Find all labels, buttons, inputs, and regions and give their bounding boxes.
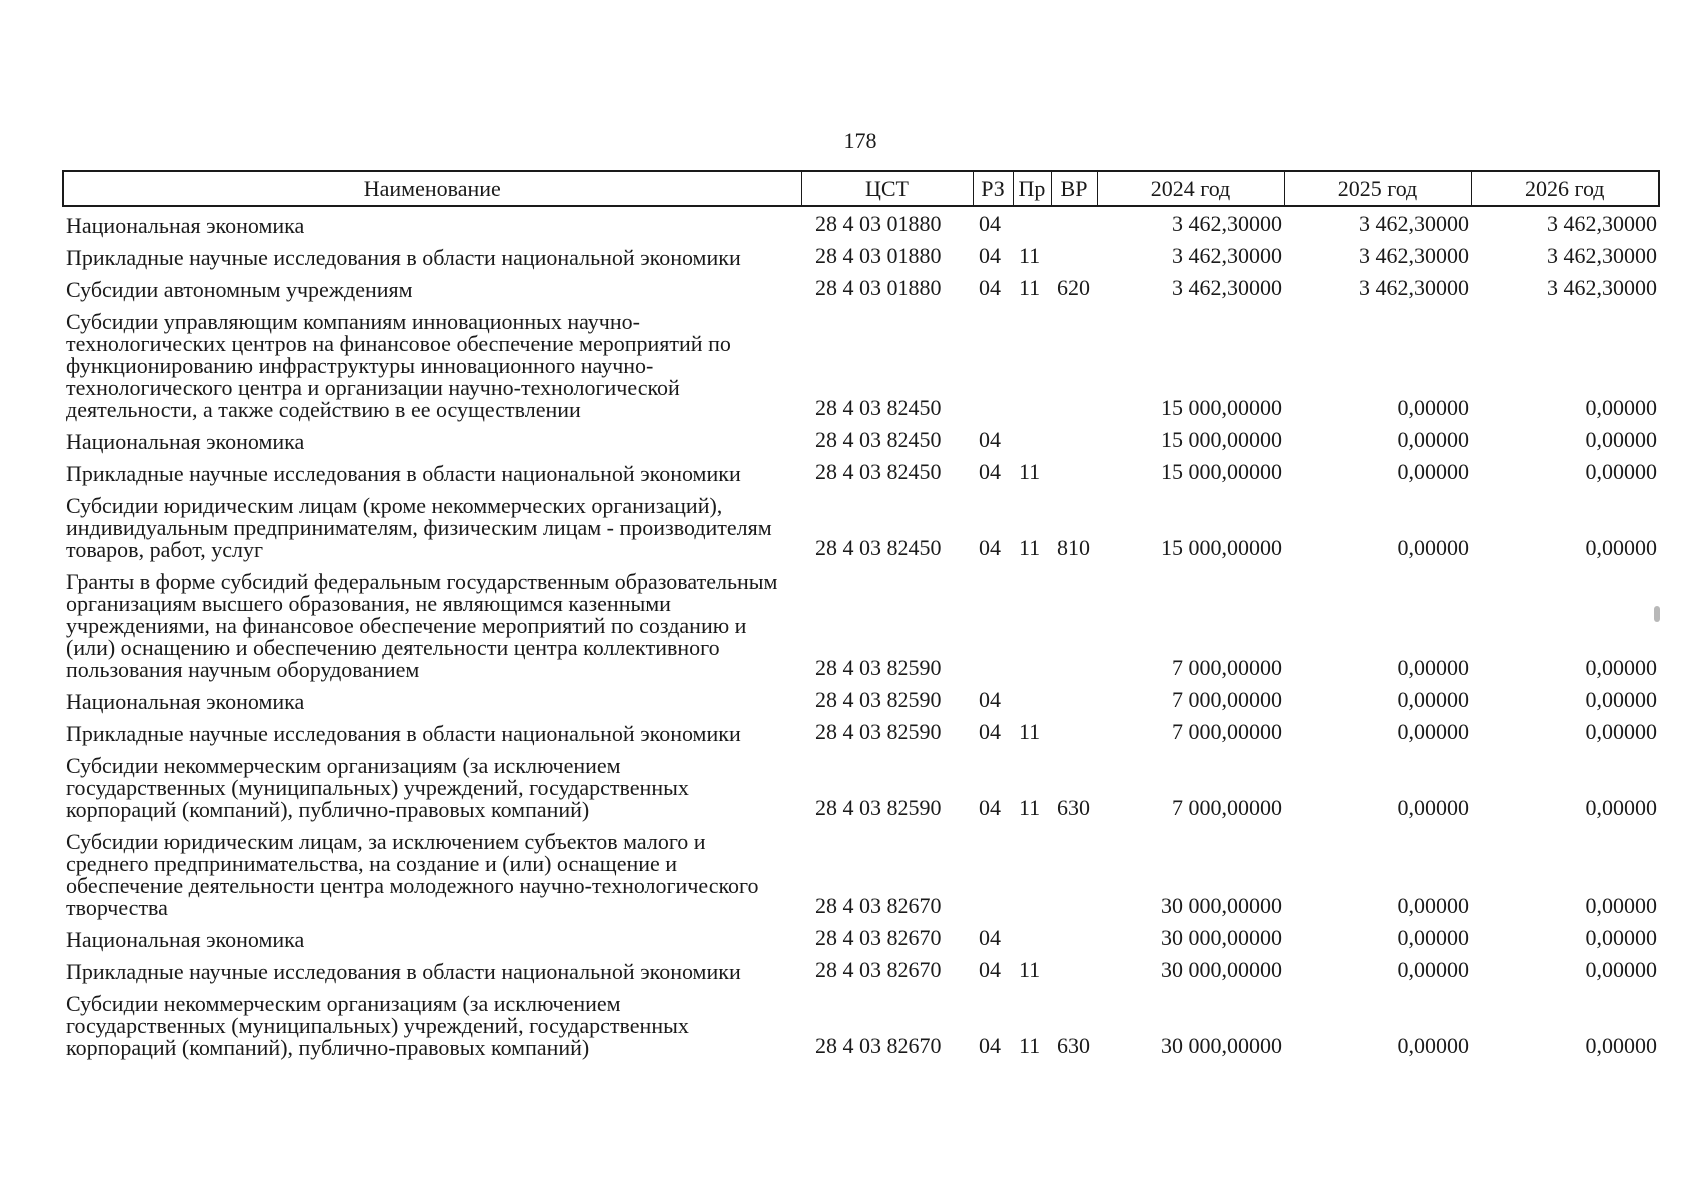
row-name: Национальная экономика bbox=[66, 689, 305, 714]
row-2026: 0,00000 bbox=[1585, 395, 1657, 420]
table-row bbox=[63, 747, 1659, 823]
row-2025: 0,00000 bbox=[1397, 957, 1469, 982]
table-row bbox=[63, 487, 1659, 563]
row-name: Субсидии некоммерческим организациям (за исключением государственных (муниципальных) учреждений, государственных корпораций (компаний), публично-правовых компаний) bbox=[66, 991, 689, 1060]
row-vr bbox=[1051, 823, 1097, 921]
row-vr bbox=[1051, 921, 1097, 953]
row-pr bbox=[1013, 823, 1051, 921]
row-vr: 810 bbox=[1057, 535, 1090, 560]
table-row bbox=[63, 985, 1659, 1061]
row-cst: 28 4 03 01880 bbox=[815, 243, 942, 268]
row-2025: 0,00000 bbox=[1397, 1033, 1469, 1058]
header-pr: Пр bbox=[1013, 171, 1051, 206]
row-name: Национальная экономика bbox=[66, 213, 305, 238]
row-2024: 15 000,00000 bbox=[1161, 535, 1282, 560]
row-2026: 0,00000 bbox=[1585, 427, 1657, 452]
row-pr bbox=[1013, 921, 1051, 953]
row-rz: 04 bbox=[979, 243, 1001, 268]
header-rz: РЗ bbox=[973, 171, 1013, 206]
row-2025: 3 462,30000 bbox=[1359, 211, 1469, 236]
row-2026: 0,00000 bbox=[1585, 925, 1657, 950]
row-cst: 28 4 03 82450 bbox=[815, 427, 942, 452]
row-vr: 620 bbox=[1057, 275, 1090, 300]
header-2024: 2024 год bbox=[1097, 171, 1284, 206]
row-2024: 15 000,00000 bbox=[1161, 427, 1282, 452]
row-pr: 11 bbox=[1019, 535, 1041, 560]
row-2025: 0,00000 bbox=[1397, 893, 1469, 918]
table-row bbox=[63, 206, 1659, 239]
row-vr bbox=[1051, 563, 1097, 683]
row-pr bbox=[1013, 206, 1051, 239]
row-2025: 0,00000 bbox=[1397, 459, 1469, 484]
row-2025: 0,00000 bbox=[1397, 427, 1469, 452]
row-name: Субсидии некоммерческим организациям (за исключением государственных (муниципальных) учреждений, государственных корпораций (компаний), публично-правовых компаний) bbox=[66, 753, 689, 822]
row-vr bbox=[1051, 683, 1097, 715]
row-cst: 28 4 03 82670 bbox=[815, 893, 942, 918]
row-2025: 3 462,30000 bbox=[1359, 275, 1469, 300]
row-name: Гранты в форме субсидий федеральным государственным образовательным организациям высшего образования, не являющимся казенными учреждениями, на финансовое обеспечение мероприятий по созданию и (или) оснащению и обеспечению деятельности центра коллективного пользования научным оборудованием bbox=[66, 569, 778, 682]
row-2025: 0,00000 bbox=[1397, 687, 1469, 712]
row-2025: 0,00000 bbox=[1397, 655, 1469, 680]
row-2024: 7 000,00000 bbox=[1172, 719, 1282, 744]
row-vr bbox=[1051, 206, 1097, 239]
row-2026: 0,00000 bbox=[1585, 1033, 1657, 1058]
row-vr bbox=[1051, 303, 1097, 423]
row-2025: 0,00000 bbox=[1397, 719, 1469, 744]
row-rz: 04 bbox=[979, 1033, 1001, 1058]
table-row bbox=[63, 953, 1659, 985]
row-rz: 04 bbox=[979, 957, 1001, 982]
row-cst: 28 4 03 82670 bbox=[815, 1033, 942, 1058]
row-rz: 04 bbox=[979, 275, 1001, 300]
scan-speck bbox=[1654, 606, 1660, 622]
row-2024: 30 000,00000 bbox=[1161, 1033, 1282, 1058]
row-pr: 11 bbox=[1019, 243, 1041, 268]
row-rz: 04 bbox=[979, 459, 1001, 484]
table-header bbox=[63, 171, 1659, 206]
row-rz bbox=[973, 303, 1013, 423]
row-rz: 04 bbox=[979, 719, 1001, 744]
row-rz: 04 bbox=[979, 211, 1001, 236]
row-cst: 28 4 03 82590 bbox=[815, 687, 942, 712]
row-2026: 0,00000 bbox=[1585, 535, 1657, 560]
row-2026: 0,00000 bbox=[1585, 893, 1657, 918]
row-2025: 3 462,30000 bbox=[1359, 243, 1469, 268]
table-row bbox=[63, 239, 1659, 271]
row-name: Субсидии управляющим компаниям инновационных научно-технологических центров на финансовое обеспечение мероприятий по функционированию инфраструктуры инновационного научно-технологического центра и организации научно-технологической деятельности, а также содействию в ее осуществлении bbox=[66, 309, 731, 422]
row-name: Субсидии юридическим лицам, за исключением субъектов малого и среднего предпринимательства, на создание и (или) оснащение и обеспечение деятельности центра молодежного научно-технологического творчества bbox=[66, 829, 759, 920]
row-rz: 04 bbox=[979, 687, 1001, 712]
row-cst: 28 4 03 82670 bbox=[815, 925, 942, 950]
row-name: Национальная экономика bbox=[66, 429, 305, 454]
row-pr bbox=[1013, 563, 1051, 683]
row-cst: 28 4 03 82670 bbox=[815, 957, 942, 982]
row-2026: 0,00000 bbox=[1585, 655, 1657, 680]
row-vr bbox=[1051, 953, 1097, 985]
row-vr bbox=[1051, 423, 1097, 455]
table-row bbox=[63, 715, 1659, 747]
row-2024: 30 000,00000 bbox=[1161, 925, 1282, 950]
table-row bbox=[63, 823, 1659, 921]
row-pr bbox=[1013, 683, 1051, 715]
row-name: Национальная экономика bbox=[66, 927, 305, 952]
row-name: Прикладные научные исследования в области национальной экономики bbox=[66, 721, 741, 746]
row-2026: 0,00000 bbox=[1585, 459, 1657, 484]
table-row bbox=[63, 303, 1659, 423]
row-cst: 28 4 03 82590 bbox=[815, 719, 942, 744]
row-2026: 3 462,30000 bbox=[1547, 243, 1657, 268]
header-2025: 2025 год bbox=[1284, 171, 1471, 206]
row-vr bbox=[1051, 239, 1097, 271]
row-pr: 11 bbox=[1019, 957, 1041, 982]
row-2026: 3 462,30000 bbox=[1547, 275, 1657, 300]
row-rz bbox=[973, 823, 1013, 921]
row-2024: 7 000,00000 bbox=[1172, 687, 1282, 712]
row-rz: 04 bbox=[979, 427, 1001, 452]
header-2026: 2026 год bbox=[1471, 171, 1659, 206]
row-vr bbox=[1051, 455, 1097, 487]
header-row bbox=[63, 171, 1659, 206]
row-2024: 30 000,00000 bbox=[1161, 893, 1282, 918]
row-pr bbox=[1013, 303, 1051, 423]
row-vr: 630 bbox=[1057, 795, 1090, 820]
row-cst: 28 4 03 82450 bbox=[815, 535, 942, 560]
row-2024: 7 000,00000 bbox=[1172, 655, 1282, 680]
row-vr bbox=[1051, 715, 1097, 747]
row-2025: 0,00000 bbox=[1397, 925, 1469, 950]
row-rz: 04 bbox=[979, 535, 1001, 560]
row-rz: 04 bbox=[979, 795, 1001, 820]
row-name: Прикладные научные исследования в области национальной экономики bbox=[66, 461, 741, 486]
row-name: Прикладные научные исследования в области национальной экономики bbox=[66, 245, 741, 270]
row-rz: 04 bbox=[979, 925, 1001, 950]
row-2026: 0,00000 bbox=[1585, 795, 1657, 820]
header-cst: ЦСТ bbox=[801, 171, 973, 206]
table-body bbox=[63, 206, 1659, 1061]
row-2025: 0,00000 bbox=[1397, 795, 1469, 820]
row-2024: 3 462,30000 bbox=[1172, 243, 1282, 268]
table-row bbox=[63, 455, 1659, 487]
page-number: 178 bbox=[843, 128, 877, 153]
row-2024: 15 000,00000 bbox=[1161, 459, 1282, 484]
table-row bbox=[63, 683, 1659, 715]
row-2026: 0,00000 bbox=[1585, 957, 1657, 982]
header-name: Наименование bbox=[63, 171, 801, 206]
row-pr: 11 bbox=[1019, 275, 1041, 300]
row-cst: 28 4 03 01880 bbox=[815, 211, 942, 236]
row-2024: 30 000,00000 bbox=[1161, 957, 1282, 982]
row-name: Субсидии юридическим лицам (кроме некоммерческих организаций), индивидуальным предпринимателям, физическим лицам - производителям товаров, работ, услуг bbox=[66, 493, 772, 562]
row-name: Субсидии автономным учреждениям bbox=[66, 277, 413, 302]
row-2024: 3 462,30000 bbox=[1172, 275, 1282, 300]
row-2024: 3 462,30000 bbox=[1172, 211, 1282, 236]
row-2026: 0,00000 bbox=[1585, 687, 1657, 712]
row-rz bbox=[973, 563, 1013, 683]
table-row bbox=[63, 563, 1659, 683]
row-2024: 15 000,00000 bbox=[1161, 395, 1282, 420]
budget-table bbox=[62, 170, 1660, 1061]
row-2026: 3 462,30000 bbox=[1547, 211, 1657, 236]
row-cst: 28 4 03 01880 bbox=[815, 275, 942, 300]
row-name: Прикладные научные исследования в области национальной экономики bbox=[66, 959, 741, 984]
row-cst: 28 4 03 82450 bbox=[815, 459, 942, 484]
row-pr: 11 bbox=[1019, 795, 1041, 820]
row-pr: 11 bbox=[1019, 1033, 1041, 1058]
row-pr: 11 bbox=[1019, 459, 1041, 484]
row-2026: 0,00000 bbox=[1585, 719, 1657, 744]
table-row bbox=[63, 423, 1659, 455]
row-pr: 11 bbox=[1019, 719, 1041, 744]
row-pr bbox=[1013, 423, 1051, 455]
row-2024: 7 000,00000 bbox=[1172, 795, 1282, 820]
row-2025: 0,00000 bbox=[1397, 535, 1469, 560]
row-2025: 0,00000 bbox=[1397, 395, 1469, 420]
row-cst: 28 4 03 82590 bbox=[815, 655, 942, 680]
row-vr: 630 bbox=[1057, 1033, 1090, 1058]
row-cst: 28 4 03 82590 bbox=[815, 795, 942, 820]
table-row bbox=[63, 271, 1659, 303]
header-vr: ВР bbox=[1051, 171, 1097, 206]
row-cst: 28 4 03 82450 bbox=[815, 395, 942, 420]
table-row bbox=[63, 921, 1659, 953]
